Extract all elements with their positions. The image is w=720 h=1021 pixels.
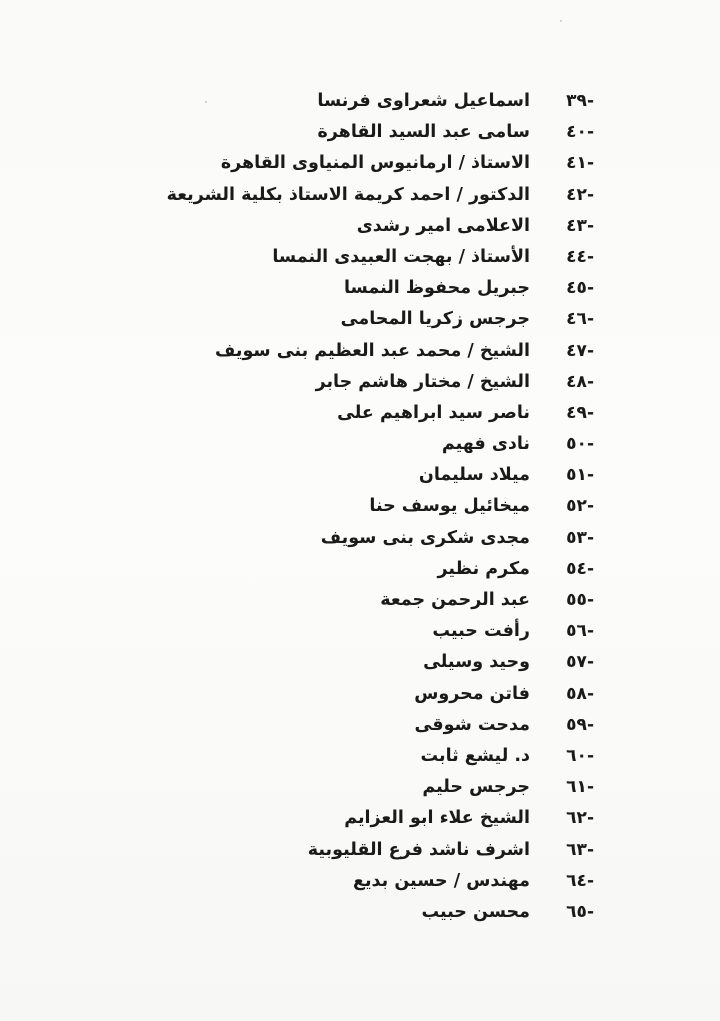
item-number: -٦٣ [566,839,594,860]
list-item [74,866,594,897]
item-number: -٦٤ [566,870,594,891]
list-item [74,117,594,148]
item-number: -٥٢ [566,496,594,517]
item-number: -٤٧ [566,340,594,361]
item-name: اشرف ناشد فرع القليوبية [307,839,530,860]
list-item [74,585,594,616]
list-item [74,647,594,678]
list-item [74,273,594,304]
item-number: -٥٠ [566,434,594,455]
list-item [74,148,594,179]
list-item [74,897,594,928]
list-item [74,304,594,335]
item-name: جرجس زكريا المحامى [340,309,530,330]
item-number: -٤٦ [566,309,594,330]
item-number: -٥٤ [566,558,594,579]
list-item [74,679,594,710]
item-name: ميلاد سليمان [418,465,530,486]
item-name: جبريل محفوظ النمسا [343,278,530,299]
item-name: فاتن محروس [414,683,530,704]
item-name: الدكتور / احمد كريمة الاستاذ بكلية الشريعة [166,184,530,205]
item-name: د. ليشع ثابت [420,745,530,766]
item-name: رأفت حبيب [432,621,530,642]
item-number: -٦٢ [566,808,594,829]
item-number: -٥٨ [566,683,594,704]
list-item [74,367,594,398]
item-name: ناصر سيد ابراهيم على [337,402,530,423]
item-name: وحيد وسيلى [423,652,530,673]
list-item [74,429,594,460]
item-name: مدحت شوقى [414,714,530,735]
item-number: -٤٥ [566,278,594,299]
item-name: مجدى شكرى بنى سويف [320,527,530,548]
item-number: -٤٨ [566,371,594,392]
list-item [74,803,594,834]
list-item [74,772,594,803]
item-name: الشيخ علاء ابو العزايم [344,808,530,829]
item-name: سامى عبد السيد القاهرة [317,122,530,143]
item-name: الشيخ / محمد عبد العظيم بنى سويف [215,340,530,361]
item-number: -٥٣ [566,527,594,548]
list-item [74,460,594,491]
item-number: -٥٥ [566,590,594,610]
item-name: الشيخ / مختار هاشم جابر [315,371,530,392]
list-item [74,86,594,117]
names-list [74,86,594,928]
item-number: -٦١ [566,777,594,798]
item-number: -٥٧ [566,652,594,673]
list-item [74,211,594,242]
list-item [74,523,594,554]
item-number: -٣٩ [566,91,594,111]
item-number: -٤١ [566,153,594,174]
list-item [74,336,594,367]
item-number: -٥٩ [566,714,594,735]
item-number: -٦٥ [566,901,594,922]
item-name: جرجس حليم [422,777,530,798]
list-item [74,180,594,211]
item-name: مهندس / حسين بديع [353,870,530,891]
list-item [74,710,594,741]
list-item [74,616,594,647]
scan-speck [560,20,562,22]
item-number: -٦٠ [566,745,594,766]
list-item [74,242,594,273]
item-name: محسن حبيب [421,901,530,922]
item-name: ميخائيل يوسف حنا [369,496,530,517]
item-number: -٥٦ [566,621,594,642]
item-name: الاستاذ / ارمانيوس المنياوى القاهرة [220,153,530,174]
item-number: -٤٤ [566,246,594,267]
item-number: -٤٢ [566,184,594,205]
item-name: الأستاذ / بهجت العبيدى النمسا [272,246,530,267]
item-number: -٥١ [566,465,594,486]
item-name: الاعلامى امير رشدى [356,215,530,236]
item-number: -٤٣ [566,215,594,236]
item-name: اسماعيل شعراوى فرنسا [317,91,530,111]
list-item [74,554,594,585]
item-number: -٤٩ [566,402,594,423]
item-name: مكرم نظير [437,558,530,579]
list-item [74,398,594,429]
item-name: نادى فهيم [441,434,530,455]
list-item [74,741,594,772]
list-item [74,835,594,866]
list-item [74,491,594,522]
item-name: عبد الرحمن جمعة [380,590,530,610]
item-number: -٤٠ [566,122,594,143]
